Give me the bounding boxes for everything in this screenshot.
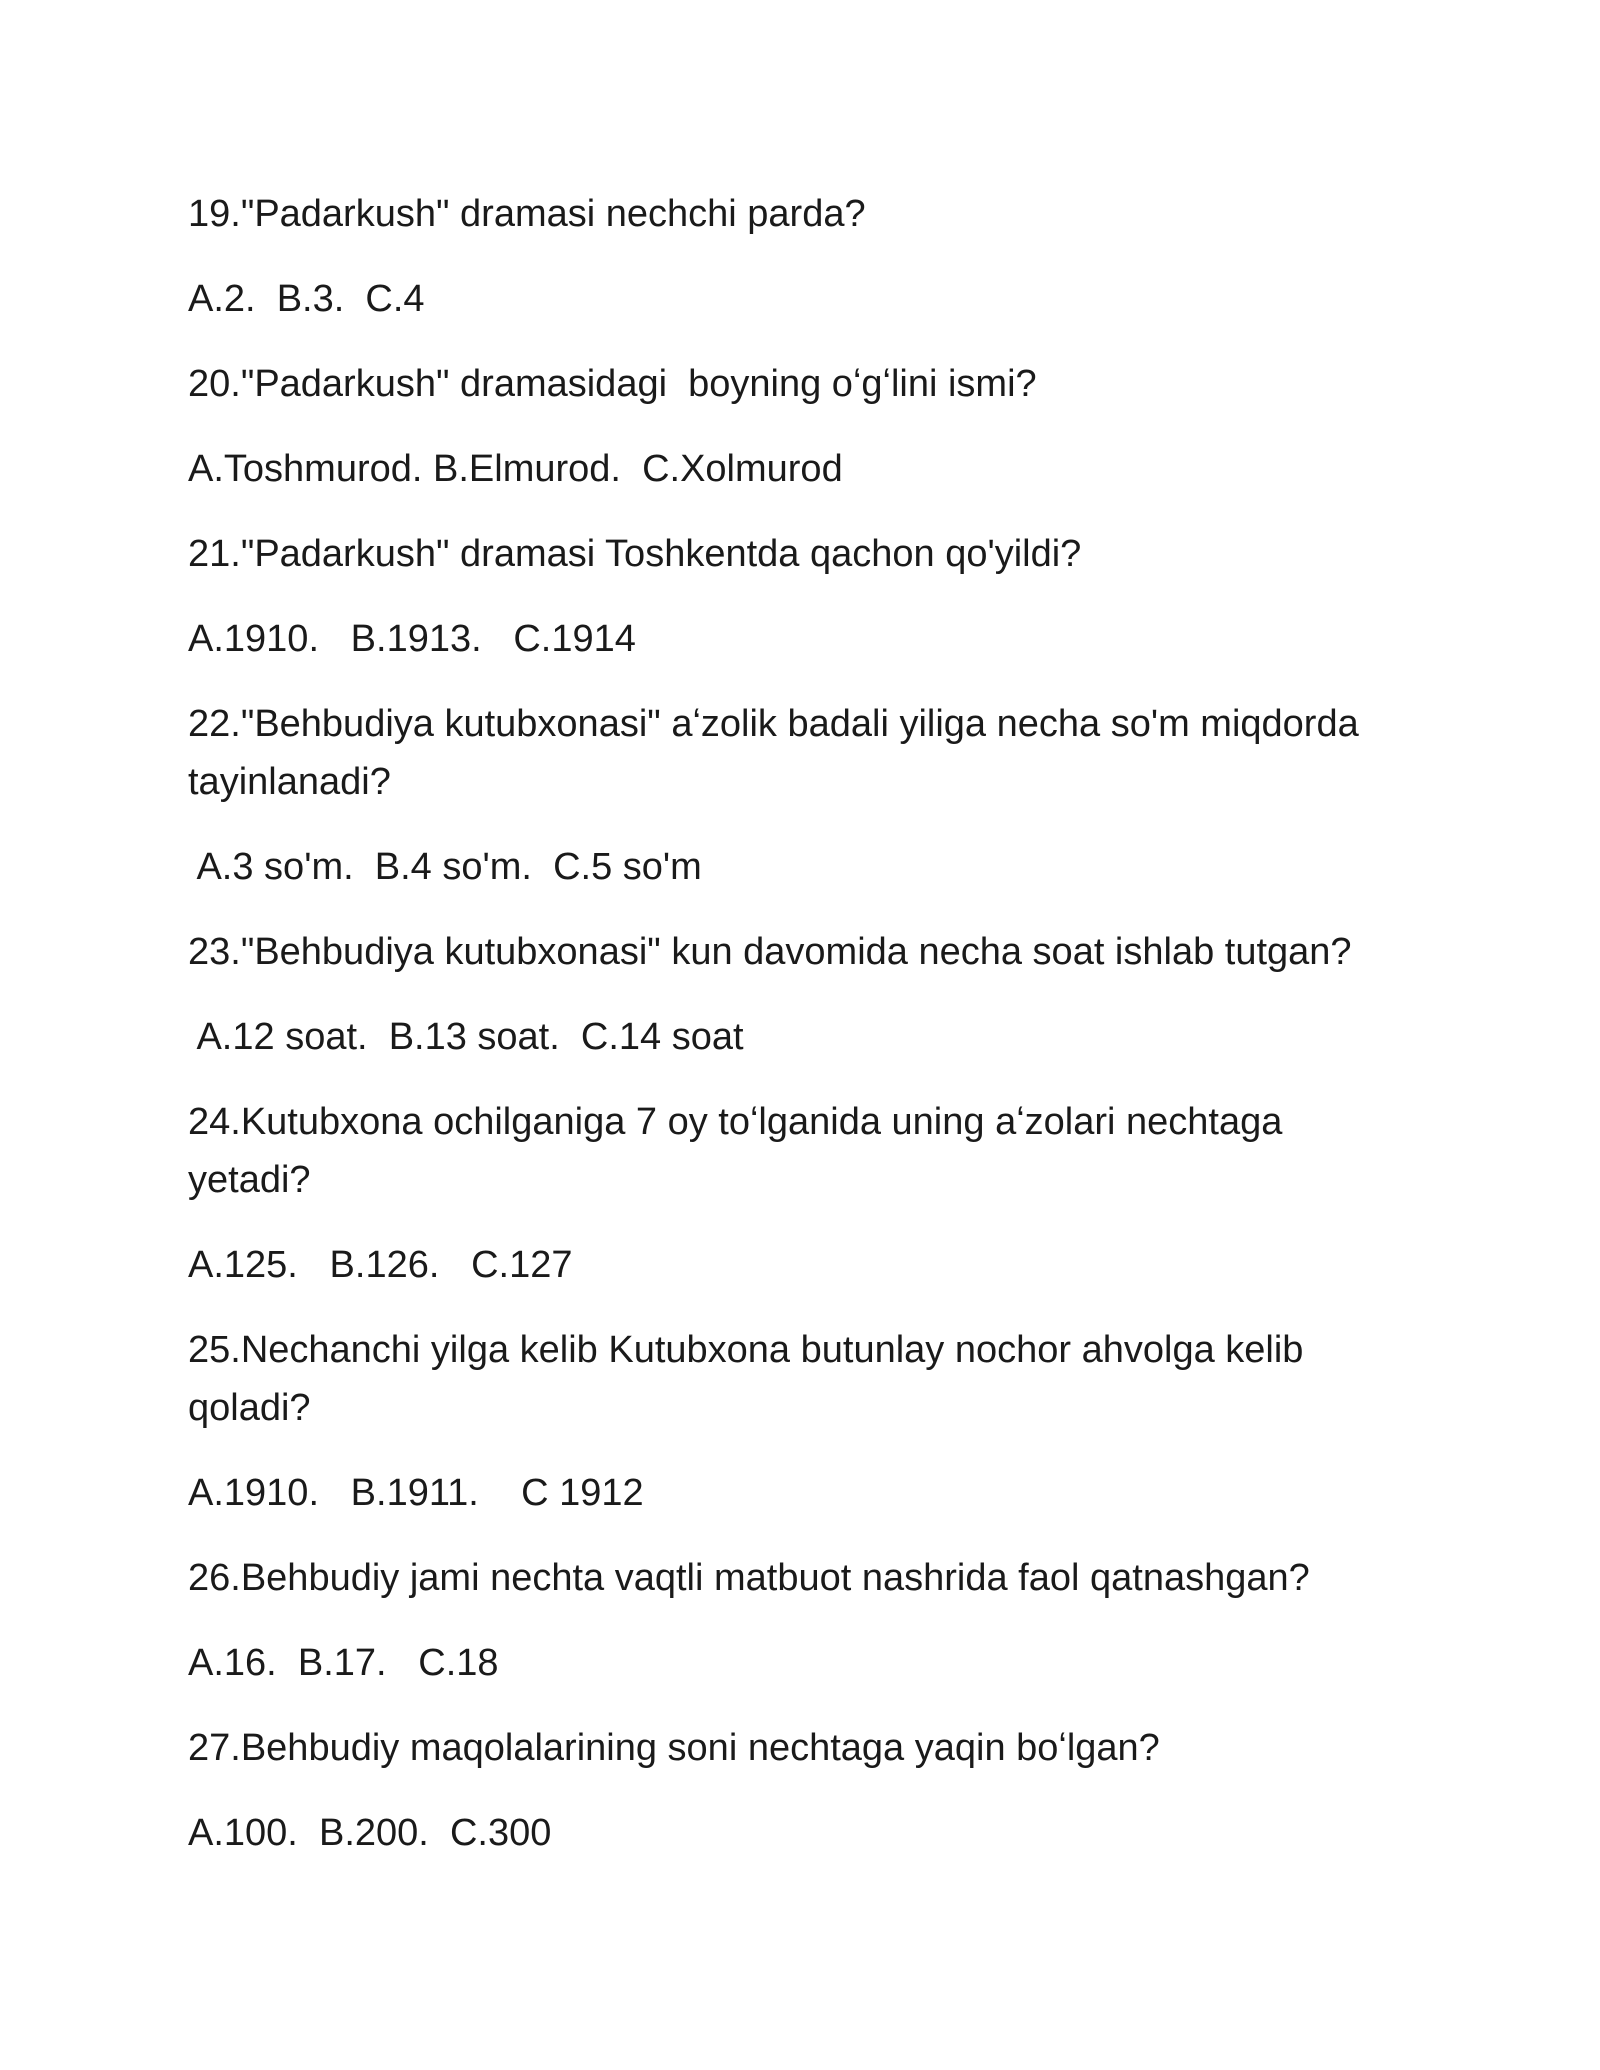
answers-23: A.12 soat. B.13 soat. C.14 soat xyxy=(188,1016,744,1058)
answers-25: A.1910. B.1911. C 1912 xyxy=(188,1472,644,1514)
question-19: 19."Padarkush" dramasi nechchi parda? xyxy=(188,193,866,235)
answers-24: A.125. B.126. C.127 xyxy=(188,1244,573,1286)
answers-26: A.16. B.17. C.18 xyxy=(188,1642,499,1684)
question-20: 20."Padarkush" dramasidagi boyning oʻgʻlini ismi? xyxy=(188,363,1037,405)
question-27: 27.Behbudiy maqolalarining soni nechtaga yaqin boʻlgan? xyxy=(188,1727,1160,1769)
answers-19: A.2. B.3. C.4 xyxy=(188,278,425,320)
answers-21: A.1910. B.1913. C.1914 xyxy=(188,618,636,660)
quiz-content xyxy=(188,185,1388,1862)
question-22: 22."Behbudiya kutubxonasi" aʻzolik badali yiliga necha so'm miqdorda xyxy=(188,703,1359,745)
question-23: 23."Behbudiya kutubxonasi" kun davomida necha soat ishlab tutgan? xyxy=(188,931,1352,973)
question-22-line2: tayinlanadi? xyxy=(188,761,391,803)
question-24-line2: yetadi? xyxy=(188,1159,311,1201)
question-26: 26.Behbudiy jami nechta vaqtli matbuot nashrida faol qatnashgan? xyxy=(188,1557,1310,1599)
question-25: 25.Nechanchi yilga kelib Kutubxona butunlay nochor ahvolga kelib xyxy=(188,1329,1304,1371)
answers-22: A.3 so'm. B.4 so'm. C.5 so'm xyxy=(188,846,702,888)
question-24: 24.Kutubxona ochilganiga 7 oy toʻlganida uning aʻzolari nechtaga xyxy=(188,1101,1283,1143)
question-25-line2: qoladi? xyxy=(188,1387,311,1429)
answers-20: A.Toshmurod. B.Elmurod. C.Xolmurod xyxy=(188,448,843,490)
question-21: 21."Padarkush" dramasi Toshkentda qachon qo'yildi? xyxy=(188,533,1082,575)
answers-27: A.100. B.200. C.300 xyxy=(188,1812,552,1854)
